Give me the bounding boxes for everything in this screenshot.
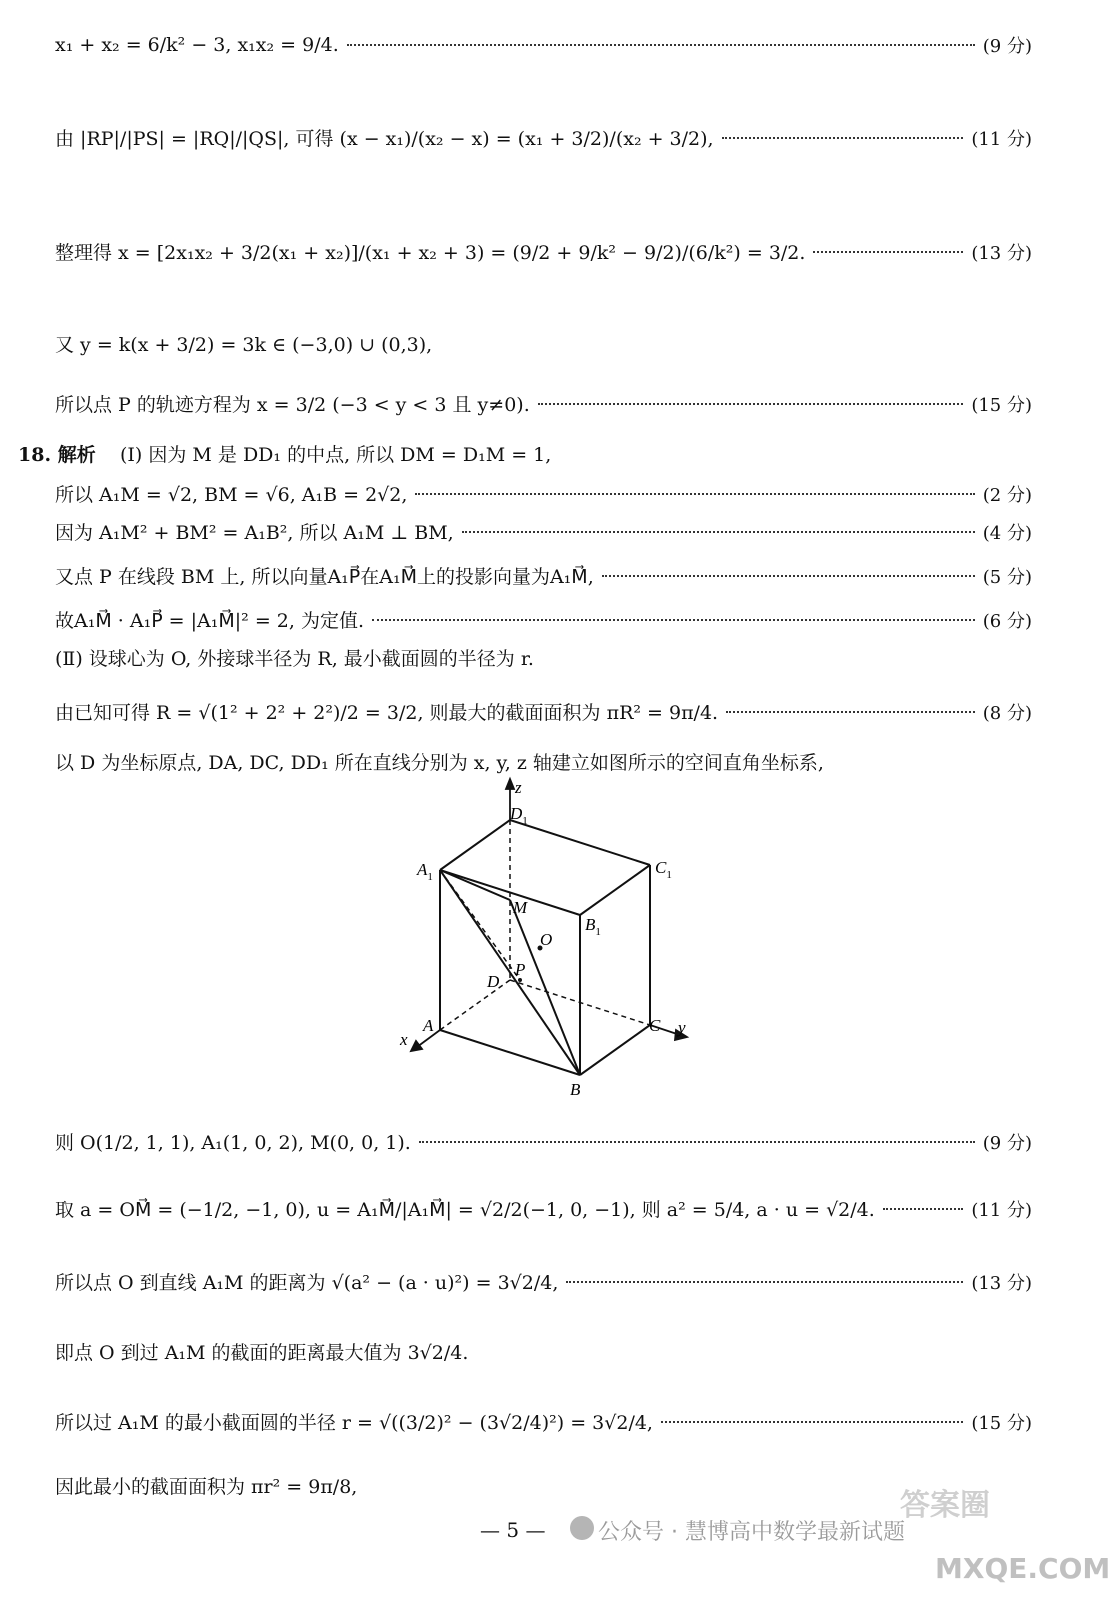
watermark-site: MXQE.COM: [935, 1552, 1110, 1585]
line-text: 又点 P 在线段 BM 上, 所以向量A₁P⃗在A₁M⃗上的投影向量为A₁M⃗,: [55, 566, 594, 588]
edge-b-c: [580, 1025, 650, 1075]
solution-line-3: [55, 238, 1032, 265]
z-arrow-icon: [506, 779, 514, 789]
score-label: (11 分): [971, 1199, 1032, 1221]
page-number: — 5 —: [480, 1518, 546, 1542]
leader-dots: [419, 1141, 975, 1143]
score-label: (13 分): [971, 1272, 1032, 1294]
x-arrow-icon: [411, 1041, 422, 1051]
label-c: C: [649, 1016, 661, 1035]
line-text: 以 D 为坐标原点, DA, DC, DD₁ 所在直线分别为 x, y, z 轴建立如图所示的空间直角坐标系,: [55, 752, 824, 774]
score-label: (9 分): [982, 1132, 1032, 1154]
line-text: 取 a = OM⃗ = (−1/2, −1, 0), u = A₁M⃗/|A₁M⃗| = √2/2(−1, 0, −1), 则 a² = 5/4, a · u = √2/4.: [55, 1199, 875, 1221]
score-label: (9 分): [982, 36, 1032, 57]
leader-dots: [602, 575, 975, 577]
leader-dots: [347, 44, 975, 46]
leader-dots: [661, 1421, 963, 1423]
score-label: (15 分): [971, 394, 1032, 416]
leader-dots: [538, 403, 964, 405]
score-label: (11 分): [971, 128, 1032, 150]
solution-line-1: [55, 32, 1032, 58]
edge-b1-c1: [580, 865, 650, 915]
label-p: P: [515, 960, 526, 979]
line-text: 因此最小的截面面积为 πr² = 9π/8,: [55, 1476, 358, 1498]
label-a: A: [423, 1016, 434, 1035]
solution-line-2: [55, 124, 1032, 151]
score-label: (2 分): [982, 484, 1032, 506]
label-x: x: [400, 1030, 408, 1049]
line-text: 所以过 A₁M 的最小截面圆的半径 r = √((3/2)² − (3√2/4)²) = 3√2/4,: [55, 1412, 653, 1434]
edge-d1-c1: [510, 820, 650, 865]
solution-line-5: [55, 390, 1032, 417]
line-text: 即点 O 到过 A₁M 的截面的距离最大值为 3√2/4.: [55, 1342, 469, 1364]
line-text: 又 y = k(x + 3/2) = 3k ∈ (−3,0) ∪ (0,3),: [55, 334, 433, 356]
leader-dots: [566, 1281, 963, 1283]
leader-dots: [372, 619, 975, 621]
score-label: (4 分): [982, 522, 1032, 544]
solution-line-6: [120, 440, 1032, 467]
edge-a-b: [440, 1030, 580, 1075]
hidden-edge-a-d: [440, 980, 510, 1030]
score-label: (15 分): [971, 1412, 1032, 1434]
line-text: 整理得 x = [2x₁x₂ + 3/2(x₁ + x₂)]/(x₁ + x₂ + 3) = (9/2 + 9/k² − 9/2)/(6/k²) = 3/2.: [55, 242, 806, 264]
edge-a1-d1: [440, 820, 510, 870]
solution-line-11: [55, 644, 1032, 671]
label-b: B: [570, 1080, 581, 1099]
cube-figure: [395, 775, 695, 1105]
solution-line-19: [55, 1472, 1032, 1499]
line-text: 则 O(1/2, 1, 1), A₁(1, 0, 2), M(0, 0, 1).: [55, 1132, 411, 1154]
leader-dots: [415, 493, 974, 495]
question-label: 解析: [57, 444, 96, 466]
line-text: (Ⅰ) 因为 M 是 DD₁ 的中点, 所以 DM = D₁M = 1,: [120, 444, 552, 466]
score-label: (13 分): [971, 242, 1032, 264]
line-text: 所以点 O 到直线 A₁M 的距离为 √(a² − (a · u)²) = 3√2/4,: [55, 1272, 559, 1294]
leader-dots: [883, 1208, 964, 1210]
label-d1: $D_1$: [510, 804, 528, 827]
line-text: (Ⅱ) 设球心为 O, 外接球半径为 R, 最小截面圆的半径为 r.: [55, 648, 534, 670]
leader-dots: [726, 711, 975, 713]
solution-line-15: [55, 1195, 1032, 1222]
leader-dots: [813, 251, 963, 253]
leader-dots: [462, 531, 975, 533]
wechat-icon: [570, 1516, 594, 1540]
label-b1: $B_1$: [585, 915, 601, 938]
label-o: O: [540, 930, 553, 949]
solution-line-18: [55, 1408, 1032, 1435]
line-text: 所以 A₁M = √2, BM = √6, A₁B = 2√2,: [55, 484, 408, 506]
label-y: y: [678, 1018, 686, 1037]
label-a1: $A_1$: [417, 860, 433, 883]
solution-line-4: [55, 330, 1032, 357]
solution-line-9: [55, 562, 1032, 589]
solution-line-17: [55, 1338, 1032, 1365]
solution-line-8: [55, 518, 1032, 545]
leader-dots: [722, 137, 964, 139]
label-z: z: [515, 778, 522, 797]
score-label: (5 分): [982, 566, 1032, 588]
score-label: (6 分): [982, 610, 1032, 632]
solution-line-16: [55, 1268, 1032, 1295]
line-text: 由已知可得 R = √(1² + 2² + 2²)/2 = 3/2, 则最大的截面面积为 πR² = 9π/4.: [55, 702, 719, 724]
solution-line-14: [55, 1128, 1032, 1155]
label-c1: $C_1$: [655, 858, 672, 881]
line-text: 所以点 P 的轨迹方程为 x = 3/2 (−3 < y < 3 且 y≠0).: [55, 394, 530, 416]
solution-line-13: [55, 748, 1032, 775]
score-label: (8 分): [982, 702, 1032, 724]
solution-line-7: [55, 480, 1032, 507]
label-m: M: [513, 898, 528, 917]
line-text: 故A₁M⃗ · A₁P⃗ = |A₁M⃗|² = 2, 为定值.: [55, 610, 365, 632]
question-number: [18, 440, 96, 467]
watermark-brand: 答案圈: [900, 1488, 990, 1523]
line-text: x₁ + x₂ = 6/k² − 3, x₁x₂ = 9/4.: [55, 34, 339, 56]
solution-line-10: [55, 606, 1032, 633]
line-text: 因为 A₁M² + BM² = A₁B², 所以 A₁M ⊥ BM,: [55, 522, 454, 544]
watermark-text: 公众号 · 慧博高中数学最新试题: [598, 1520, 905, 1545]
question-number-text: 18.: [18, 444, 52, 466]
solution-line-12: [55, 698, 1032, 725]
label-d: D: [487, 972, 500, 991]
line-text: 由 |RP|/|PS| = |RQ|/|QS|, 可得 (x − x₁)/(x₂ − x) = (x₁ + 3/2)/(x₂ + 3/2),: [55, 128, 714, 150]
